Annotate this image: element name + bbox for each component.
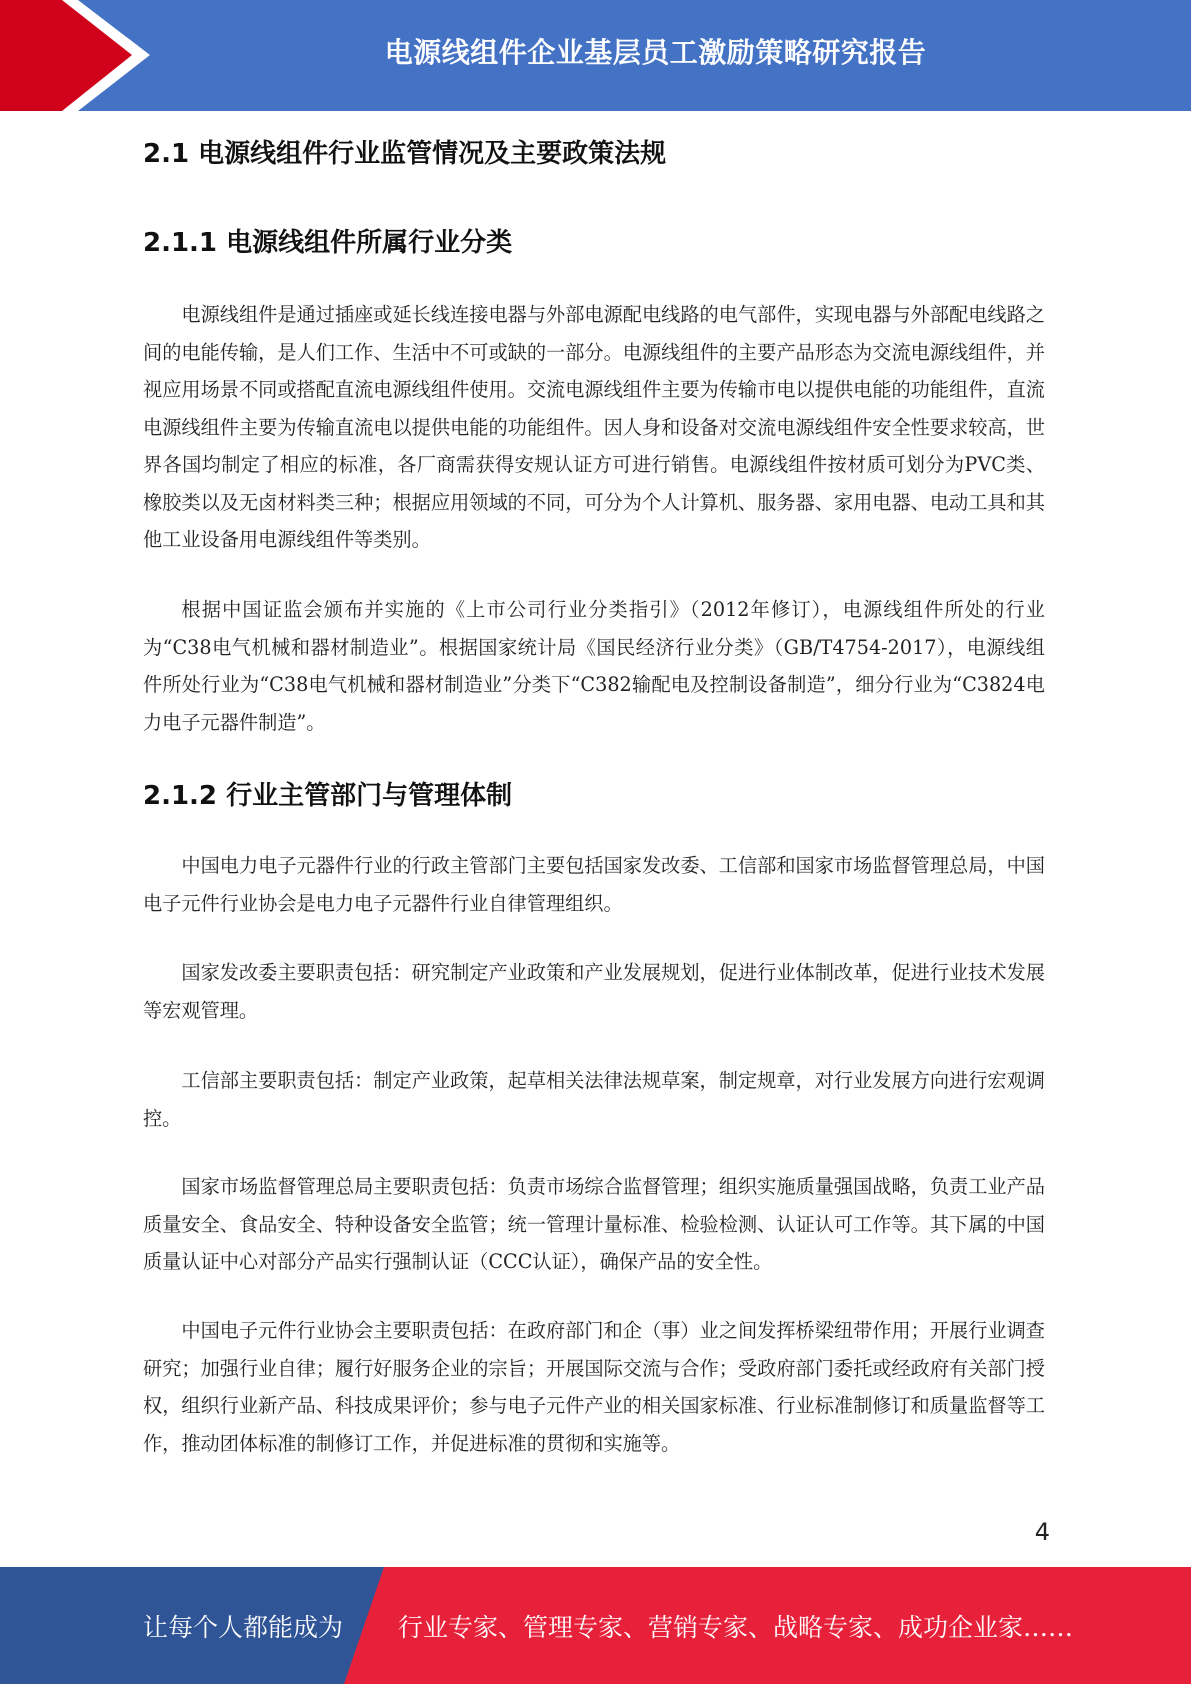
paragraph-samr-duties: 国家市场监督管理总局主要职责包括：负责市场综合监督管理；组织实施质量强国战略，负责工业产品质量安全、食品安全、特种设备安全监管；统一管理计量标准、检验检测、认证认可工作等。其下属的中国质量认证中心对部分产品实行强制认证（CCC认证），确保产品的安全性。	[143, 1175, 1045, 1273]
page-footer	[0, 1567, 1191, 1684]
report-title: 电源线组件企业基层员工激励策略研究报告	[384, 36, 927, 69]
section-heading-2-1-2: 2.1.2 行业主管部门与管理体制	[143, 781, 513, 811]
page-header	[0, 0, 1191, 111]
footer-slogan-left: 让每个人都能成为	[143, 1612, 344, 1642]
paragraph-ndrc-duties: 国家发改委主要职责包括：研究制定产业政策和产业发展规划，促进行业体制改革，促进行业技术发展等宏观管理。	[143, 961, 1045, 1022]
footer-slogan-right: 行业专家、管理专家、营销专家、战略专家、成功企业家……	[398, 1612, 1074, 1642]
header-red-chevron	[0, 0, 200, 111]
section-heading-2-1-1: 2.1.1 电源线组件所属行业分类	[143, 228, 513, 258]
paragraph-regulators-overview: 中国电力电子元器件行业的行政主管部门主要包括国家发改委、工信部和国家市场监督管理总局，中国电子元件行业协会是电力电子元器件行业自律管理组织。	[143, 854, 1045, 915]
paragraph-industry-classification-1: 电源线组件是通过插座或延长线连接电器与外部电源配电线路的电气部件，实现电器与外部配电线路之间的电能传输，是人们工作、生活中不可或缺的一部分。电源线组件的主要产品形态为交流电源线组件，并视应用场景不同或搭配直流电源线组件使用。交流电源线组件主要为传输市电以提供电能的功能组件，直流电源线组件主要为传输直流电以提供电能的功能组件。因人身和设备对交流电源线组件安全性要求较高，世界各国均制定了相应的标准，各厂商需获得安规认证方可进行销售。电源线组件按材质可划分为PVC类、橡胶类以及无卤材料类三种；根据应用领域的不同，可分为个人计算机、服务器、家用电器、电动工具和其他工业设备用电源线组件等类别。	[143, 303, 1045, 551]
section-heading-2-1: 2.1 电源线组件行业监管情况及主要政策法规	[143, 139, 667, 169]
page-number: 4	[1034, 1518, 1050, 1546]
paragraph-miit-duties: 工信部主要职责包括：制定产业政策，起草相关法律法规草案，制定规章，对行业发展方向进行宏观调控。	[143, 1069, 1045, 1130]
paragraph-industry-classification-2: 根据中国证监会颁布并实施的《上市公司行业分类指引》（2012年修订），电源线组件所处的行业为“C38电气机械和器材制造业”。根据国家统计局《国民经济行业分类》（GB/T4754-2017），电源线组件所处行业为“C38电气机械和器材制造业”分类下“C382输配电及控制设备制造”，细分行业为“C3824电力电子元器件制造”。	[143, 598, 1045, 734]
paragraph-association-duties: 中国电子元件行业协会主要职责包括：在政府部门和企（事）业之间发挥桥梁纽带作用；开展行业调查研究；加强行业自律；履行好服务企业的宗旨；开展国际交流与合作；受政府部门委托或经政府有关部门授权，组织行业新产品、科技成果评价；参与电子元件产业的相关国家标准、行业标准制修订和质量监督等工作，推动团体标准的制修订工作，并促进标准的贯彻和实施等。	[143, 1319, 1045, 1455]
